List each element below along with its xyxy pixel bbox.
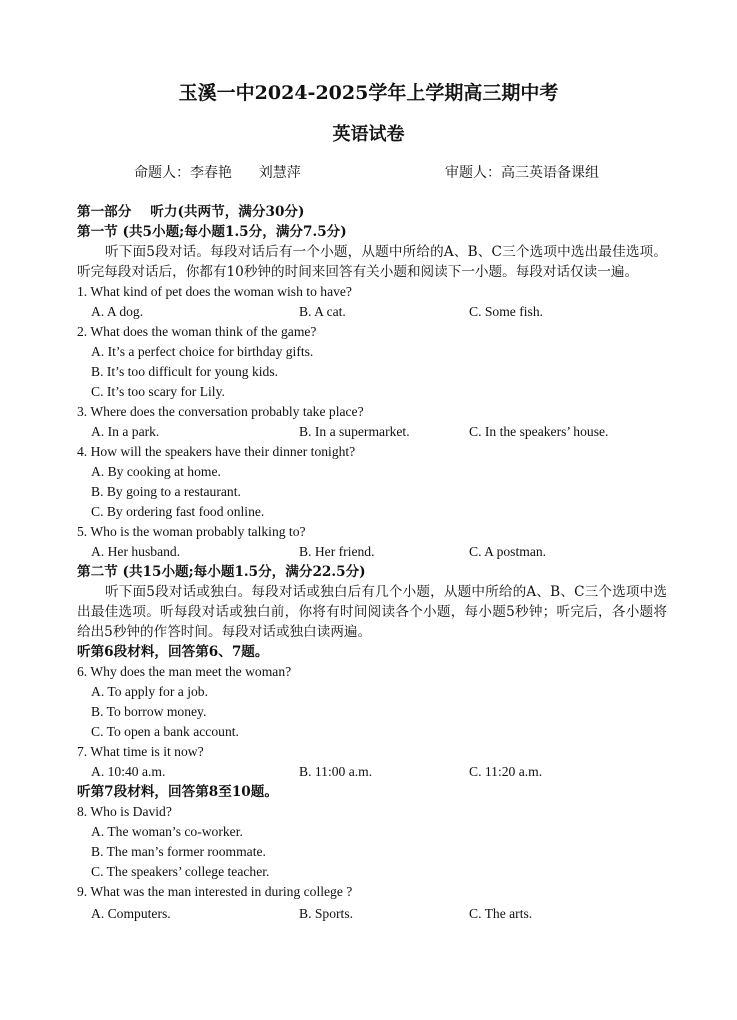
option-a: A. A dog. — [91, 304, 144, 319]
exam-content — [77, 202, 667, 924]
option-b: B. To borrow money. — [91, 704, 207, 719]
option-a: A. To apply for a job. — [91, 684, 208, 699]
question-5-options — [77, 542, 667, 562]
section2-heading: 第二节 (共15小题;每小题1.5分，满分22.5分) — [77, 564, 366, 580]
material-7-heading: 听第7段材料，回答第8至10题。 — [77, 784, 278, 800]
option-c: C. 11:20 a.m. — [469, 764, 543, 779]
question-1: 1. What kind of pet does the woman wish to have? — [77, 284, 352, 299]
question-3: 3. Where does the conversation probably take place? — [77, 404, 364, 419]
question-setters: 命题人：李春艳 刘慧萍 — [134, 165, 301, 181]
question-1-options — [77, 302, 667, 322]
option-c: C. Some fish. — [469, 304, 544, 319]
reviewers: 审题人：高三英语备课组 — [445, 165, 599, 181]
question-8: 8. Who is David? — [77, 804, 172, 819]
option-a: A. Her husband. — [91, 544, 181, 559]
option-a: A. In a park. — [91, 424, 160, 439]
option-c: C. To open a bank account. — [91, 724, 239, 739]
option-b: B. A cat. — [299, 304, 346, 319]
exam-title: 玉溪一中2024-2025学年上学期高三期中考 — [178, 82, 559, 104]
question-6: 6. Why does the man meet the woman? — [77, 664, 292, 679]
option-a: A. By cooking at home. — [91, 464, 221, 479]
exam-subtitle: 英语试卷 — [332, 124, 405, 145]
option-c: C. The arts. — [469, 906, 533, 921]
option-a: A. 10:40 a.m. — [91, 764, 166, 779]
option-c: C. It’s too scary for Lily. — [91, 384, 225, 399]
option-a: A. Computers. — [91, 906, 171, 921]
option-b: B. Her friend. — [299, 544, 375, 559]
option-b: B. In a supermarket. — [299, 424, 410, 439]
section1-instructions: 听下面5段对话。每段对话后有一个小题，从题中所给的A、B、C三个选项中选出最佳选项。听完每段对话后，你都有10秒钟的时间来回答有关小题和阅读下一小题。每段对话仅读一遍。 — [77, 244, 667, 280]
question-7-options — [77, 762, 667, 782]
option-b: B. It’s too difficult for young kids. — [91, 364, 279, 379]
material-6-heading: 听第6段材料，回答第6、7题。 — [77, 644, 269, 660]
question-2: 2. What does the woman think of the game? — [77, 324, 317, 339]
option-a: A. The woman’s co-worker. — [91, 824, 243, 839]
option-b: B. Sports. — [299, 906, 354, 921]
option-b: B. By going to a restaurant. — [91, 484, 241, 499]
question-3-options — [77, 422, 667, 442]
question-9-options — [77, 904, 667, 924]
option-c: C. The speakers’ college teacher. — [91, 864, 270, 879]
section2-instructions: 听下面5段对话或独白。每段对话或独白后有几个小题，从题中所给的A、B、C三个选项中选出最佳选项。听每段对话或独白前，你将有时间阅读各个小题，每小题5秒钟；听完后，各小题将给出5秒钟的作答时间。每段对话或独白读两遍。 — [77, 584, 667, 640]
question-7: 7. What time is it now? — [77, 744, 204, 759]
section1-heading: 第一节 (共5小题;每小题1.5分，满分7.5分) — [77, 224, 347, 240]
question-4: 4. How will the speakers have their dinner tonight? — [77, 444, 356, 459]
option-c: C. In the speakers’ house. — [469, 424, 609, 439]
option-c: C. A postman. — [469, 544, 547, 559]
option-b: B. 11:00 a.m. — [299, 764, 373, 779]
option-c: C. By ordering fast food online. — [91, 504, 265, 519]
option-a: A. It’s a perfect choice for birthday gifts. — [91, 344, 314, 359]
question-9: 9. What was the man interested in during college ? — [77, 884, 353, 899]
question-5: 5. Who is the woman probably talking to? — [77, 524, 306, 539]
option-b: B. The man’s former roommate. — [91, 844, 266, 859]
part1-heading: 第一部分 听力(共两节，满分30分) — [77, 204, 305, 220]
